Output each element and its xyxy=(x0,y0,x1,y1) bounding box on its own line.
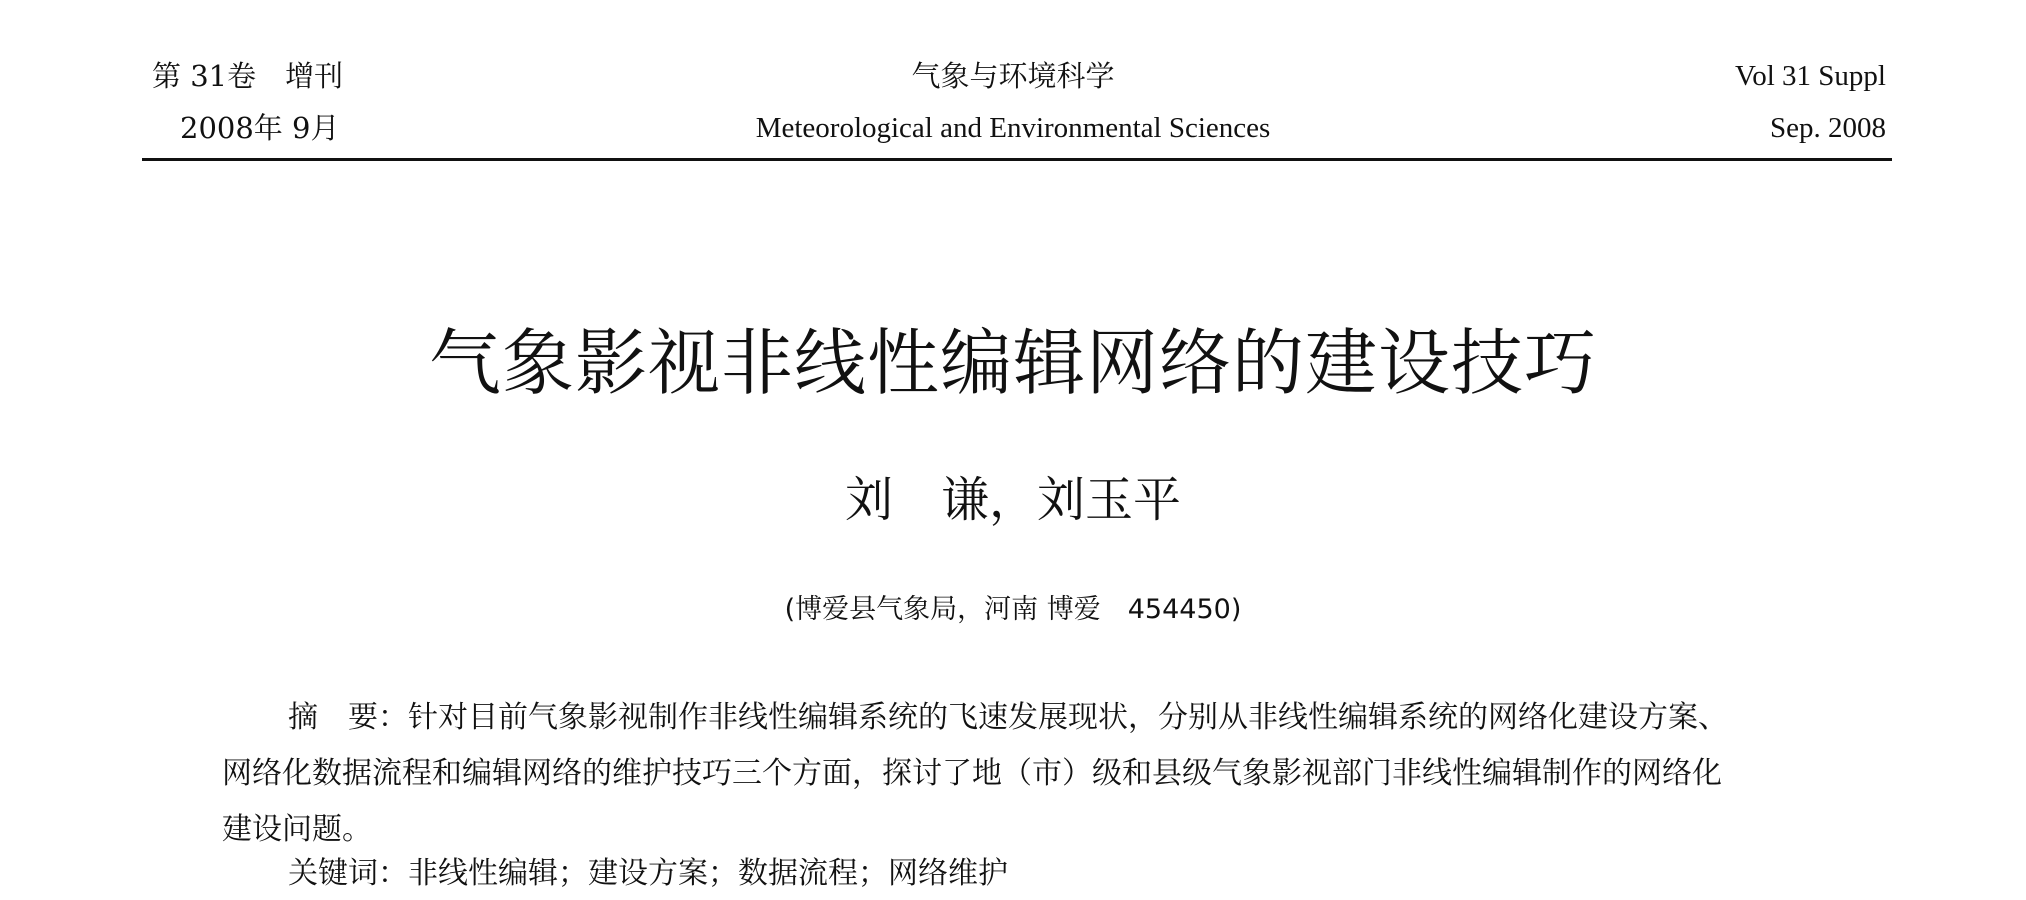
date-cn: 2008年 9月 xyxy=(180,111,340,145)
journal-name-cn: 气象与环境科学 xyxy=(911,59,1115,93)
abstract-text-1: 针对目前气象影视制作非线性编辑系统的飞速发展现状，分别从非线性编辑系统的网络化建设方案、 xyxy=(408,700,1728,735)
keywords xyxy=(288,854,1008,894)
author-affiliation: (博爱县气象局，河南 博爱 454450) xyxy=(784,594,1242,625)
article-authors: 刘 谦，刘玉平 xyxy=(844,472,1181,528)
abstract-text-3: 建设问题。 xyxy=(222,812,372,847)
keywords-text: 非线性编辑；建设方案；数据流程；网络维护 xyxy=(408,856,1008,891)
date-en: Sep. 2008 xyxy=(1770,112,1886,144)
abstract-text-2: 网络化数据流程和编辑网络的维护技巧三个方面，探讨了地（市）级和县级气象影视部门非线性编辑制作的网络化 xyxy=(222,756,1722,791)
abstract-line-1 xyxy=(222,690,1822,746)
abstract xyxy=(222,690,1822,858)
article-title: 气象影视非线性编辑网络的建设技巧 xyxy=(428,321,1597,405)
volume-en: Vol 31 Suppl xyxy=(1735,60,1886,92)
journal-name-en: Meteorological and Environmental Sciences xyxy=(755,112,1271,144)
header-rule xyxy=(142,158,1892,161)
keywords-label: 关键词： xyxy=(288,856,408,891)
abstract-label: 摘 要： xyxy=(288,700,408,735)
volume-issue-cn: 第 31卷 增刊 xyxy=(152,59,344,93)
